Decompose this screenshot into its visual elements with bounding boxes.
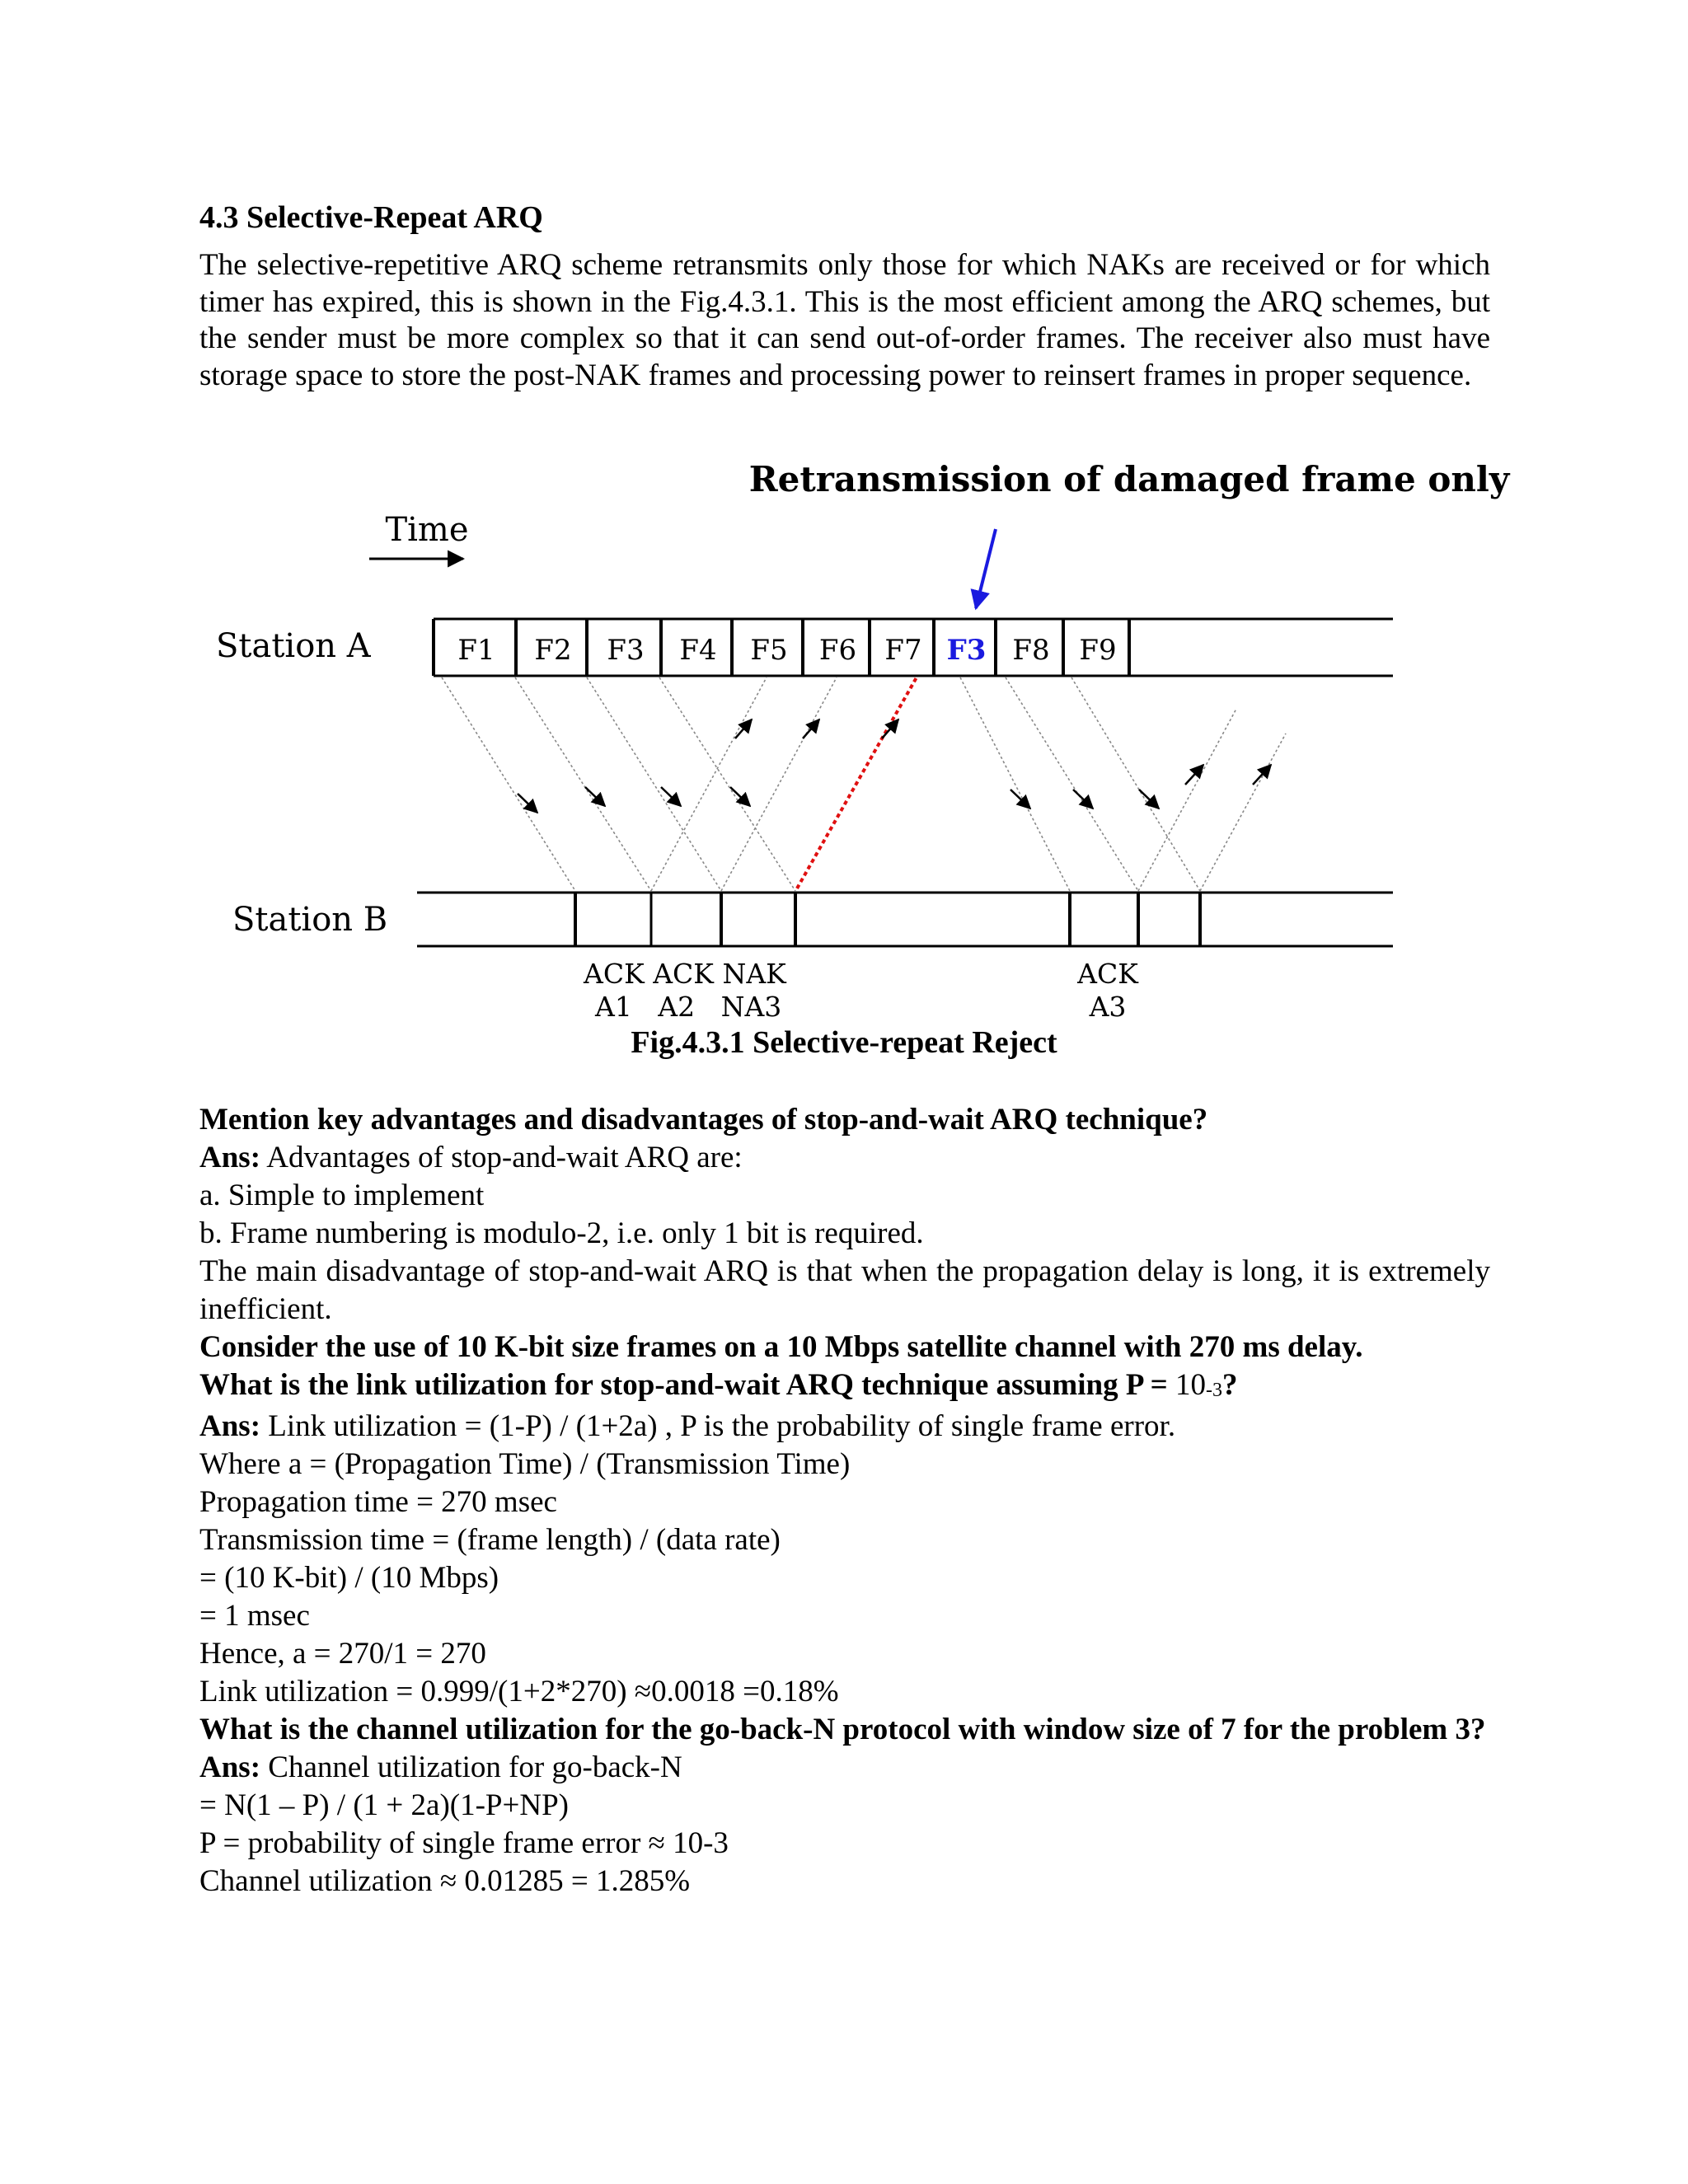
answer-2-line-1: Link utilization = (1-P) / (1+2a) , P is the probability of single frame error. [260,1409,1176,1443]
intro-paragraph: The selective-repetitive ARQ scheme retransmits only those for which NAKs are received or for which timer has expired, this is shown in the Fig.4.3.1. This is the most efficient among the ARQ schemes, but the sender must be more complex so that it can send out-of-order frames. The receiver also must have storage space to store the post-NAK frames and processing power to reinsert frames in proper sequence. [199,248,1490,392]
nak-line [797,677,917,888]
answer-2-line-2: Where a = (Propagation Time) / (Transmission Time) [199,1447,851,1481]
response-labels-right-top: ACK [1077,958,1138,990]
frame-cell-f6 [819,619,870,676]
answer-label: Ans: [199,1141,261,1174]
answer-2-line-3: Propagation time = 270 msec [199,1485,557,1519]
frame-label: F4 [679,634,717,667]
answer-1-disadvantage: The main disadvantage of stop-and-wait ARQ is that when the propagation delay is long, it is extremely inefficient. [199,1254,1490,1326]
frame-label: F7 [884,634,922,667]
frame-row [457,619,1129,676]
response-labels-left-top: ACK ACK NAK [584,958,786,990]
frame-cell-f3-retransmitted [947,619,996,676]
frame-transmission-lines [442,677,1200,891]
frame-cell-f2 [534,619,587,676]
frame-label: F8 [1012,634,1050,667]
answer-1-item-b: b. Frame numbering is modulo-2, i.e. only 1 bit is required. [199,1216,924,1250]
response-labels-left-bottom: A1 A2 NA3 [595,991,782,1023]
answer-1-item-a: a. Simple to implement [199,1179,485,1212]
question-2-p-exp: -3 [1206,1380,1222,1401]
station-a-label: Station A [216,627,371,665]
answer-2-line-7: Hence, a = 270/1 = 270 [199,1637,486,1671]
selective-repeat-diagram [0,0,1688,1071]
question-2-line-1: Consider the use of 10 K-bit size frames on a 10 Mbps satellite channel with 270 ms delay. [199,1330,1363,1364]
answer-label: Ans: [199,1409,261,1443]
frame-cell-f3 [607,619,661,676]
response-lines [651,677,1286,891]
response-labels-right-bottom: A3 [1089,991,1127,1023]
question-1: Mention key advantages and disadvantages of stop-and-wait ARQ technique? [199,1103,1208,1137]
question-3: What is the channel utilization for the go-back-N protocol with window size of 7 for the problem 3? [199,1713,1486,1746]
answer-2-line-8: Link utilization = 0.999/(1+2*270) ≈0.0018 =0.18% [199,1675,839,1708]
frame-cell-f8 [1012,619,1063,676]
retransmission-pointer-arrow-icon [976,529,996,608]
answer-label: Ans: [199,1750,261,1784]
frame-cell-f1 [457,619,516,676]
figure-caption: Fig.4.3.1 Selective-repeat Reject [631,1025,1057,1060]
answer-3-line-4: Channel utilization ≈ 0.01285 = 1.285% [199,1864,691,1898]
frame-cell-f9 [1079,619,1129,676]
station-b-label: Station B [232,901,388,939]
figure-title: Retransmission of damaged frame only [748,459,1510,499]
question-2-end: ? [1222,1368,1238,1402]
frame-cell-f7 [884,619,934,676]
frame-label: F2 [534,634,572,667]
answer-1-intro: Advantages of stop-and-wait ARQ are: [260,1141,743,1174]
qa-section [199,1101,1490,1900]
frame-cell-f5 [750,619,803,676]
answer-3-line-3: P = probability of single frame error ≈ 10-3 [199,1826,729,1860]
question-2-line-2: What is the link utilization for stop-and-wait ARQ technique assuming P = [199,1368,1175,1402]
frame-label: F6 [818,634,857,667]
direction-arrows [518,719,1271,813]
frame-label: F1 [457,634,495,667]
section-heading: 4.3 Selective-Repeat ARQ [199,200,543,235]
frame-label: F5 [750,634,788,667]
answer-2-line-4: Transmission time = (frame length) / (data rate) [199,1523,781,1557]
frame-label: F9 [1079,634,1117,667]
answer-2-line-5: = (10 K-bit) / (10 Mbps) [199,1561,499,1595]
answer-3-line-1: Channel utilization for go-back-N [260,1750,682,1784]
answer-3-line-2: = N(1 – P) / (1 + 2a)(1-P+NP) [199,1788,569,1822]
frame-label: F3 [607,634,645,667]
time-label: Time [385,511,469,549]
frame-cell-f4 [679,619,732,676]
question-2-p-base: 10 [1175,1368,1206,1402]
frame-label: F3 [946,634,987,667]
station-b-timeline [417,893,1393,946]
answer-2-line-6: = 1 msec [199,1599,310,1633]
